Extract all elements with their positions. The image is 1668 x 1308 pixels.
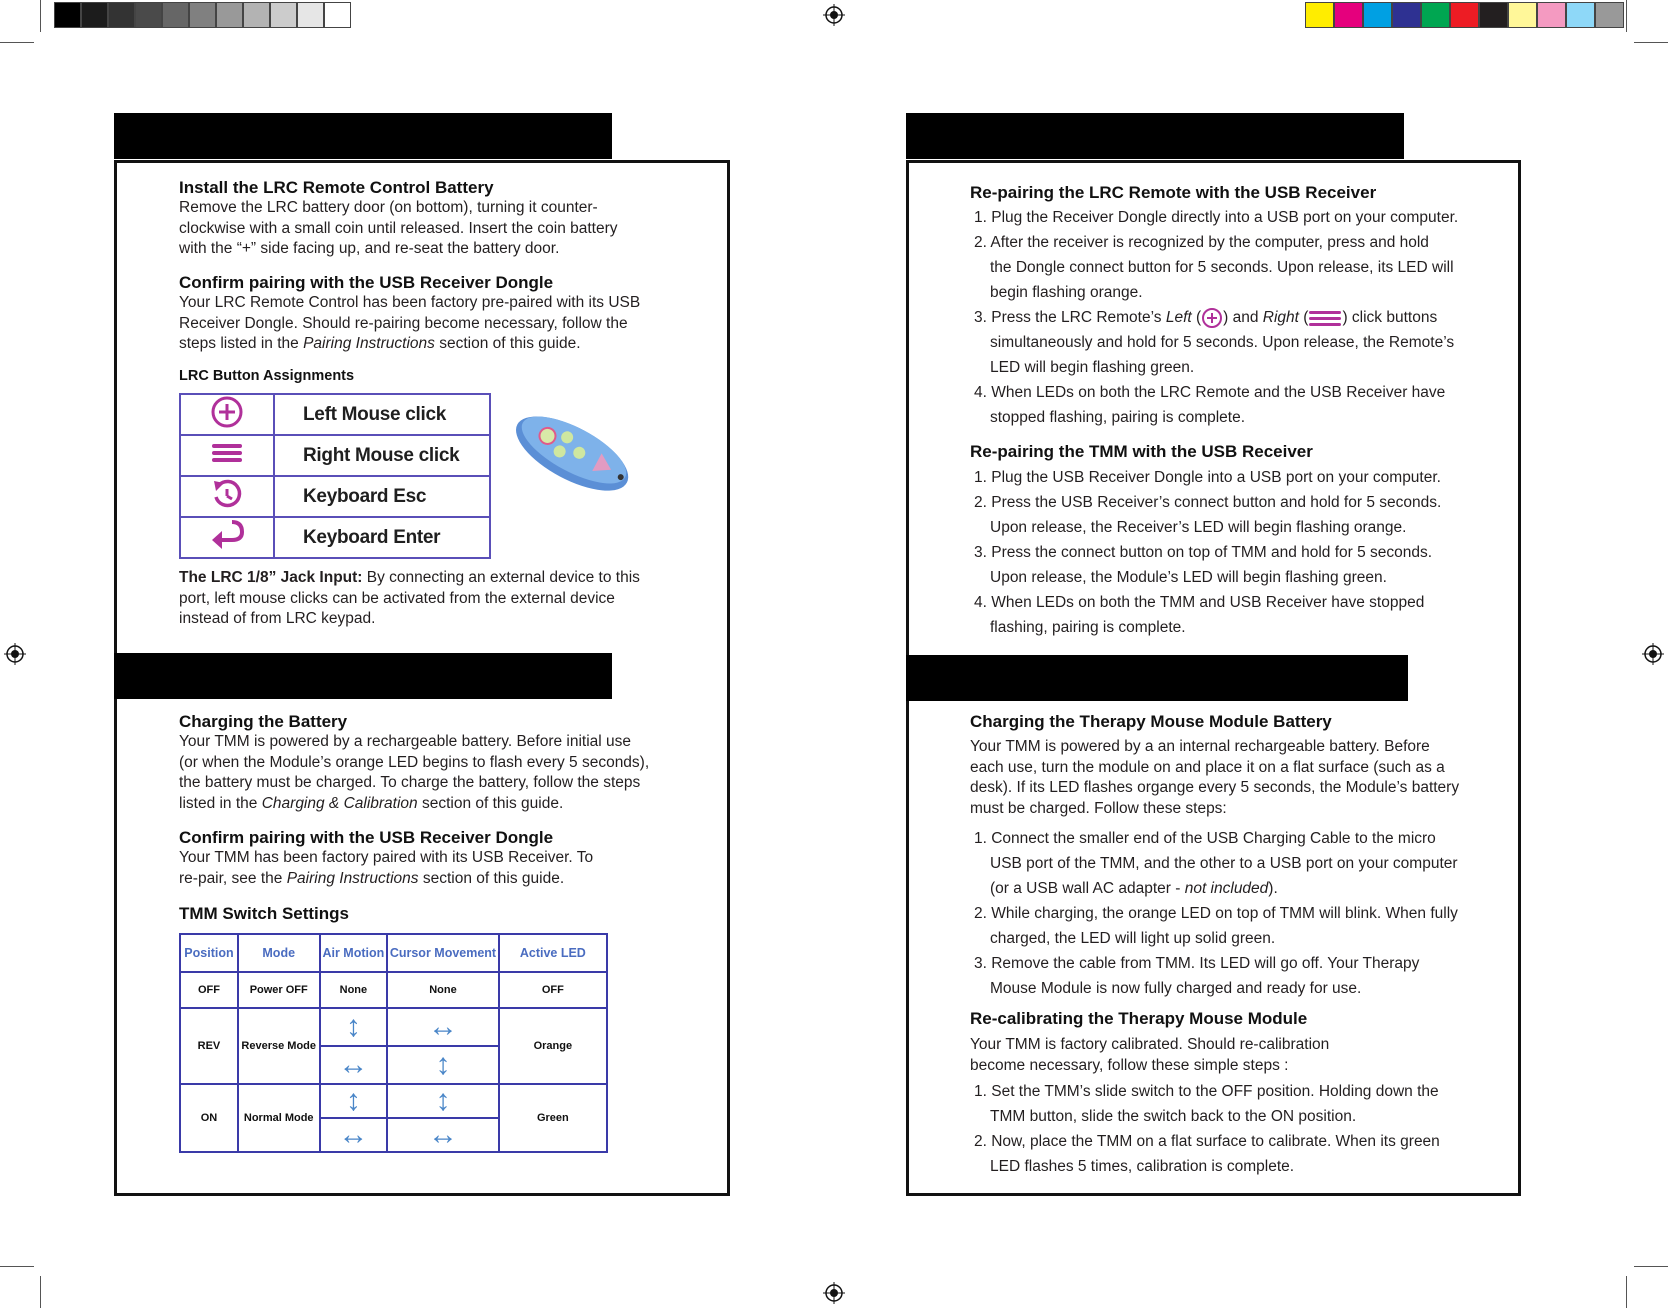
pairing-section-header-bar [906,113,1404,159]
vertical-arrow-icon: ↕ [387,1084,498,1118]
return-arrow-icon [210,518,244,552]
horizontal-arrow-icon: ↔ [387,1008,498,1046]
repair-tmm-heading: Re-pairing the TMM with the USB Receiver [970,442,1313,461]
lrc-jack-input-text: The LRC 1/8” Jack Input: By connecting an external device to this port, left mouse clicks can be activated from the external device instead of from LRC keypad. [179,569,640,627]
repair-tmm-steps: 1. Plug the USB Receiver Dongle into a USB port on your computer. 2. Press the USB Receiver’s connect button and hold for 5 seconds. Upon release, the Receiver’s LED will begin flashing orange. 3. Press the connect button on top of TMM and hold for 5 seconds. Upon release, the Module’s LED will begin flashing green. 4. When LEDs on both the TMM and USB Receiver have stopped flashing, pairing is complete. [974,469,1442,636]
crop-mark [1626,0,1627,32]
rotate-back-icon [210,477,244,511]
tmm-pairing-heading: Confirm pairing with the USB Receiver Dongle [179,828,554,847]
color-swatch [1479,2,1508,28]
gray-swatch [162,2,189,28]
tmm-module-charging-steps: 1. Connect the smaller end of the USB Charging Cable to the micro USB port of the TMM, and the other to a USB port on your computer (or a USB wall AC adapter - not included). 2. While charging, the orange LED on top of TMM will blink. When fully charged, the LED will light up solid green. 3. Remove the cable from TMM. Its LED will go off. Your Therapy Mouse Module is now fully charged and ready for use. [974,830,1458,997]
table-row [180,476,490,517]
lrc-button-table [179,393,491,559]
color-swatch [1537,2,1566,28]
lrc-button-label: Right Mouse click [274,435,490,476]
lrc-section-header-bar [114,113,612,159]
gray-swatch [270,2,297,28]
repair-lrc-heading: Re-pairing the LRC Remote with the USB Receiver [970,183,1377,202]
lrc-remote-image [500,410,660,510]
gray-swatch [81,2,108,28]
lrc-button-label: Keyboard Enter [274,517,490,558]
tmm-pairing-text: Your TMM has been factory paired with its USB Receiver. To re-pair, see the Pairing Instructions section of this guide. [179,849,594,887]
crop-mark [0,1266,34,1267]
table-row: ON Normal Mode ↕ ↕ Green [180,1084,607,1118]
gray-swatch [324,2,351,28]
gray-swatch [135,2,162,28]
repair-lrc-steps: 1. Plug the Receiver Dongle directly into a USB port on your computer. 2. After the receiver is recognized by the computer, press and hold the Dongle connect button for 5 seconds. Upon release, its LED will begin flashing orange. 3. Press the LRC Remote’s Left ( ) and Right ( ) click buttons simultaneously and hold for 5 seconds. Upon release, the Remote’s LED will begin flashing green. 4. When LEDs on both the LRC Remote and the USB Receiver have stopped flashing, pairing is complete. [974,209,1459,426]
charging-section-header-bar [906,655,1408,701]
table-row [180,394,490,435]
tmm-switch-table [179,933,608,1153]
crop-mark [1626,1276,1627,1308]
plus-circle-icon [210,395,244,429]
registration-mark-icon [4,643,26,665]
color-swatch [1450,2,1479,28]
menu-lines-icon [210,436,244,470]
table-row [180,517,490,558]
gray-swatch [189,2,216,28]
gray-swatch [54,2,81,28]
gray-swatch [216,2,243,28]
color-swatch [1508,2,1537,28]
lrc-button-assignments-heading: LRC Button Assignments [179,368,355,384]
color-swatch [1363,2,1392,28]
menu-lines-icon [1308,308,1342,328]
table-row: REV Reverse Mode ↕ ↔ Orange [180,1008,607,1046]
vertical-arrow-icon: ↕ [320,1084,388,1118]
tmm-module-charging-heading: Charging the Therapy Mouse Module Battery [970,712,1332,731]
crop-mark [1634,42,1668,43]
color-swatch [1421,2,1450,28]
lrc-pairing-text: Your LRC Remote Control has been factory pre-paired with its USB Receiver Dongle. Should re-pairing become necessary, follow the steps listed in the Pairing Instructions section of this guide. [179,294,641,352]
table-header-row: Position Mode Air Motion Cursor Movement Active LED [180,934,607,972]
gray-swatch [243,2,270,28]
gray-swatch [297,2,324,28]
plus-circle-icon [1201,307,1223,329]
tmm-charging-heading: Charging the Battery [179,712,348,731]
color-swatch [1392,2,1421,28]
lrc-button-label: Keyboard Esc [274,476,490,517]
gray-swatch [108,2,135,28]
horizontal-arrow-icon: ↔ [320,1046,388,1084]
horizontal-arrow-icon: ↔ [320,1118,388,1152]
color-swatch [1305,2,1334,28]
registration-mark-icon [823,1282,845,1304]
lrc-button-label: Left Mouse click [274,394,490,435]
registration-mark-icon [823,4,845,26]
crop-mark [1634,1266,1668,1267]
crop-mark [0,42,34,43]
color-swatch [1566,2,1595,28]
table-row [180,435,490,476]
crop-mark [40,0,41,32]
lrc-pairing-heading: Confirm pairing with the USB Receiver Dongle [179,273,554,292]
recalibrating-intro: Your TMM is factory calibrated. Should re-calibration become necessary, follow these simple steps : [970,1036,1330,1074]
tmm-section-header-bar [114,653,612,699]
crop-mark [40,1276,41,1308]
vertical-arrow-icon: ↕ [387,1046,498,1084]
horizontal-arrow-icon: ↔ [387,1118,498,1152]
tmm-module-charging-intro: Your TMM is powered by a an internal rechargeable battery. Before each use, turn the module on and place it on a flat surface (such as a desk). If its LED flashes organge every 5 seconds, the Module’s battery must be charged. Follow these steps: [970,738,1460,817]
recalibrating-steps: 1. Set the TMM’s slide switch to the OFF position. Holding down the TMM button, slide the switch back to the ON position. 2. Now, place the TMM on a flat surface to calibrate. When its green LED flashes 5 times, calibration is complete. [974,1083,1440,1175]
recalibrating-heading: Re-calibrating the Therapy Mouse Module [970,1009,1308,1028]
table-row: OFF Power OFF None None OFF [180,972,607,1008]
tmm-switch-settings-heading: TMM Switch Settings [179,904,349,923]
registration-mark-icon [1642,643,1664,665]
color-swatch [1595,2,1624,28]
tmm-charging-text: Your TMM is powered by a rechargeable battery. Before initial use (or when the Module’s orange LED begins to flash every 5 seconds), the battery must be charged. To charge the battery, follow the steps listed in the Charging & Calibration section of this guide. [179,733,650,812]
lrc-battery-text: Remove the LRC battery door (on bottom), turning it counter- clockwise with a small coin until released. Insert the coin battery with the “+” side facing up, and re-seat the battery door. [179,199,618,257]
vertical-arrow-icon: ↕ [320,1008,388,1046]
lrc-battery-heading: Install the LRC Remote Control Battery [179,178,494,197]
color-swatch [1334,2,1363,28]
